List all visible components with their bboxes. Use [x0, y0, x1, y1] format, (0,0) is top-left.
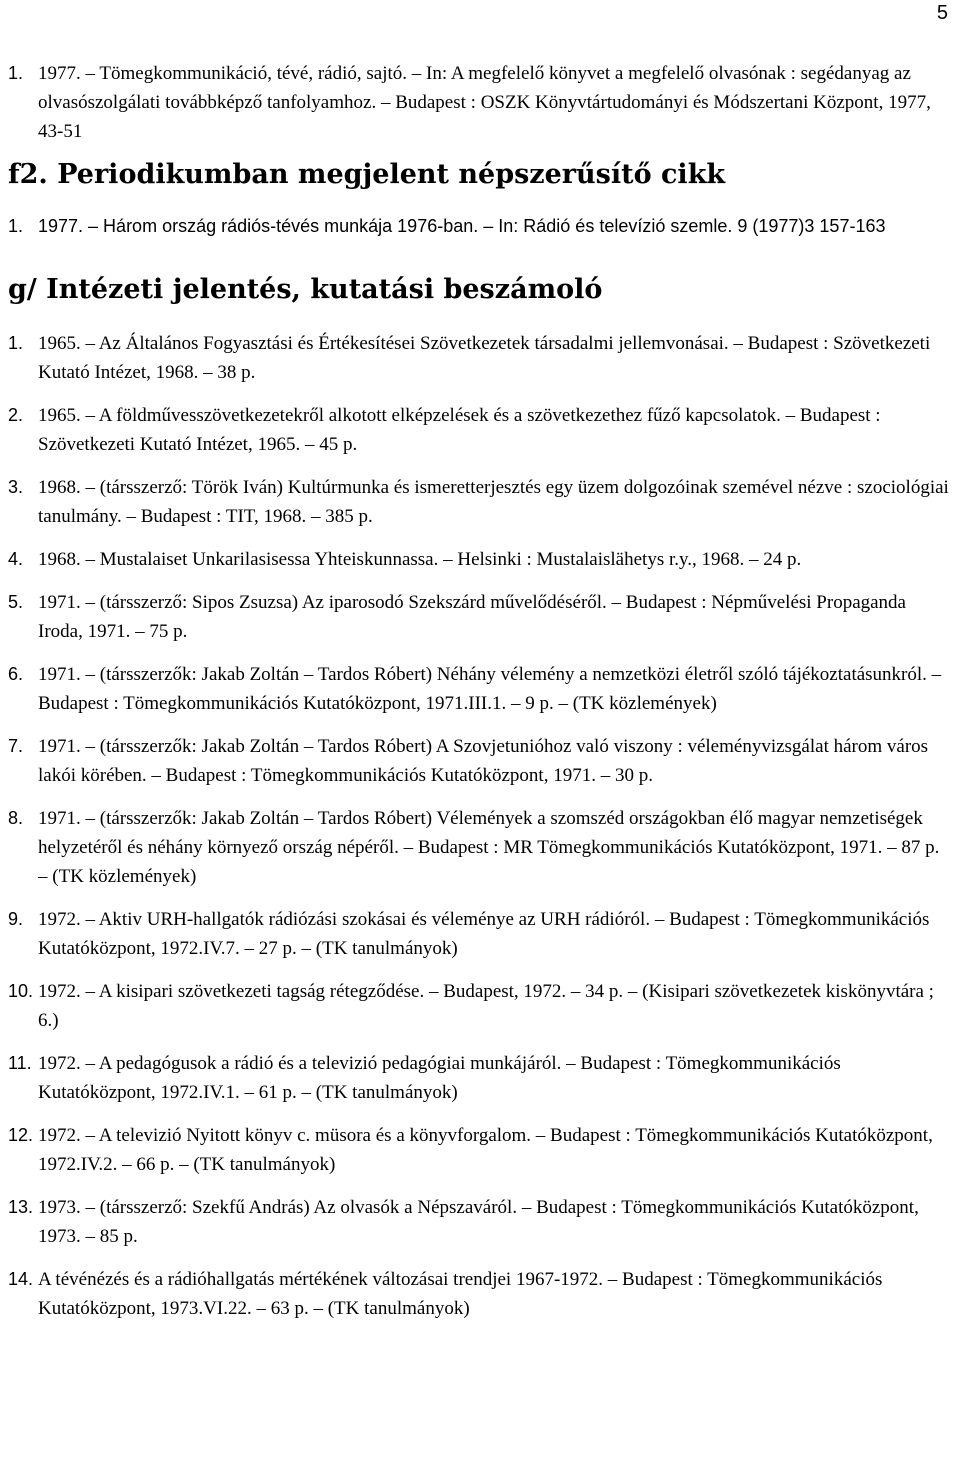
list-item	[8, 732, 953, 790]
list-item-text: 1968. – Mustalaiset Unkarilasisessa Yhteiskunnassa. – Helsinki : Mustalaislähetys r.y., 1968. – 24 p.	[38, 549, 802, 570]
section-g-list	[8, 329, 953, 1323]
list-item-text: 1971. – (társszerzők: Jakab Zoltán – Tardos Róbert) Vélemények a szomszéd országokban élő magyar nemzetiségek helyzetéről és néhány környező ország népéről. – Budapest : MR Tömegkommunikációs Kutatóközpont, 1971. – 87 p. – (TK közlemények)	[38, 808, 940, 887]
list-item-text: A tévénézés és a rádióhallgatás mértékének változásai trendjei 1967-1972. – Budapest : Tömegkommunikációs Kutatóközpont, 1973.VI.22. – 63 p. – (TK tanulmányok)	[38, 1269, 883, 1319]
list-item-number: 10.	[8, 981, 34, 1001]
list-item-text: 1972. – Aktiv URH-hallgatók rádiózási szokásai és véleménye az URH rádióról. – Budapest : Tömegkommunikációs Kutatóközpont, 1972.IV.7. – 27 p. – (TK tanulmányok)	[38, 909, 930, 959]
list-item	[8, 329, 953, 387]
list-item	[8, 401, 953, 459]
list-item-text: 1972. – A kisipari szövetkezeti tagság rétegződése. – Budapest, 1972. – 34 p. – (Kisipari szövetkezetek kiskönyvtára ; 6.)	[38, 981, 934, 1031]
section-heading-f2: f2. Periodikumban megjelent népszerűsítő cikk	[8, 159, 726, 190]
document-body	[8, 59, 953, 1337]
list-item-number: 11.	[8, 1053, 32, 1073]
list-item-number: 14.	[8, 1269, 34, 1289]
list-item-number: 7.	[8, 736, 24, 756]
list-item-number: 9.	[8, 909, 24, 929]
list-item-text: 1977. – Három ország rádiós-tévés munkája 1976-ban. – In: Rádió és televízió szemle. 9 (1977)3 157-163	[38, 216, 886, 236]
list-item	[8, 804, 953, 891]
list-item-text: 1965. – Az Általános Fogyasztási és Értékesítései Szövetkezetek társadalmi jellemvonásai. – Budapest : Szövetkezeti Kutató Intézet, 1968. – 38 p.	[38, 333, 931, 383]
list-item-number: 8.	[8, 808, 24, 828]
list-item-number: 5.	[8, 592, 24, 612]
list-item	[8, 905, 953, 963]
list-item	[8, 473, 953, 531]
list-item-text: 1971. – (társszerző: Sipos Zsuzsa) Az iparosodó Szekszárd művelődéséről. – Budapest : Népművelési Propaganda Iroda, 1971. – 75 p.	[38, 592, 906, 642]
list-item	[8, 212, 953, 241]
list-item-number: 12.	[8, 1125, 34, 1145]
list-item-number: 6.	[8, 664, 24, 684]
page-number: 5	[936, 2, 948, 24]
list-item-number: 2.	[8, 405, 24, 425]
list-item	[8, 1265, 953, 1323]
list-item	[8, 59, 953, 146]
list-item	[8, 1121, 953, 1179]
list-item	[8, 545, 953, 574]
list-item-text: 1977. – Tömegkommunikáció, tévé, rádió, sajtó. – In: A megfelelő könyvet a megfelelő olvasónak : segédanyag az olvasószolgálati továbbképző tanfolyamhoz. – Budapest : OSZK Könyvtártudományi és Módszertani Központ, 1977, 43-51	[38, 63, 931, 142]
list-item	[8, 977, 953, 1035]
section-heading-g: g/ Intézeti jelentés, kutatási beszámoló	[8, 274, 603, 305]
list-item-text: 1965. – A földművesszövetkezetekről alkotott elképzelések és a szövetkezethez fűző kapcsolatok. – Budapest : Szövetkezeti Kutató Intézet, 1965. – 45 p.	[38, 405, 881, 455]
list-item-number: 1.	[8, 216, 24, 236]
list-item-text: 1973. – (társszerző: Szekfű András) Az olvasók a Népszaváról. – Budapest : Tömegkommunikációs Kutatóközpont, 1973. – 85 p.	[38, 1197, 919, 1247]
list-item	[8, 1193, 953, 1251]
list-item-text: 1971. – (társszerzők: Jakab Zoltán – Tardos Róbert) Néhány vélemény a nemzetközi életről szóló tájékoztatásunkról. – Budapest : Tömegkommunikációs Kutatóközpont, 1971.III.1. – 9 p. – (TK közlemények)	[38, 664, 942, 714]
list-item-number: 13.	[8, 1197, 34, 1217]
list-item-number: 1.	[8, 333, 24, 353]
list-item-text: 1972. – A televizió Nyitott könyv c. müsora és a könyvforgalom. – Budapest : Tömegkommunikációs Kutatóközpont, 1972.IV.2. – 66 p. – (TK tanulmányok)	[38, 1125, 933, 1175]
list-item-number: 3.	[8, 477, 24, 497]
list-item-text: 1971. – (társszerzők: Jakab Zoltán – Tardos Róbert) A Szovjetunióhoz való viszony : véleményvizsgálat három város lakói körében. – Budapest : Tömegkommunikációs Kutatóközpont, 1971. – 30 p.	[38, 736, 929, 786]
list-item	[8, 660, 953, 718]
list-item	[8, 1049, 953, 1107]
list-item-text: 1972. – A pedagógusok a rádió és a televizió pedagógiai munkájáról. – Budapest : Tömegkommunikációs Kutatóközpont, 1972.IV.1. – 61 p. – (TK tanulmányok)	[38, 1053, 841, 1103]
list-item-text: 1968. – (társszerző: Török Iván) Kultúrmunka és ismeretterjesztés egy üzem dolgozóinak szemével nézve : szociológiai tanulmány. – Budapest : TIT, 1968. – 385 p.	[38, 477, 949, 527]
list-item-number: 4.	[8, 549, 24, 569]
list-item-number: 1.	[8, 63, 24, 83]
list-item	[8, 588, 953, 646]
